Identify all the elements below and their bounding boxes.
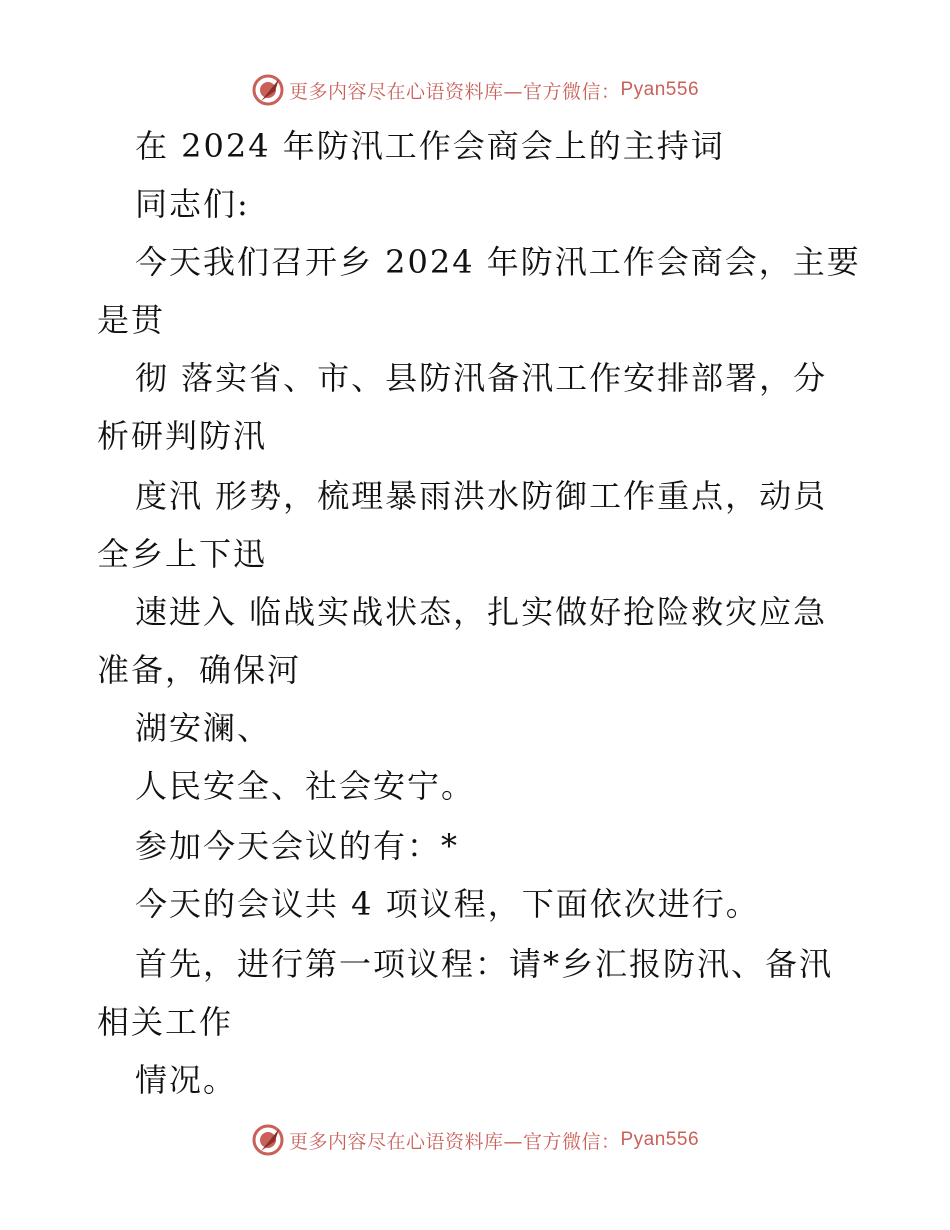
document-title: 在 2024 年防汛工作会商会上的主持词 (135, 127, 725, 165)
watermark-text: 更多内容尽在心语资料库—官方微信： (288, 1130, 621, 1153)
paragraph-line: 全乡上下迅 (97, 535, 268, 573)
paragraph-line: 度汛 形势，梳理暴雨洪水防御工作重点，动员 (135, 477, 828, 515)
paragraph-line: 速进入 临战实战状态，扎实做好抢险救灾应急 (135, 593, 828, 631)
watermark-wechat-id: Pyan556 (620, 79, 700, 100)
paragraph-line: 人民安全、社会安宁。 (135, 767, 476, 805)
paragraph-line: 准备，确保河 (97, 651, 302, 689)
watermark-wechat-id: Pyan556 (620, 1129, 700, 1150)
paragraph-line: 湖安澜、 (135, 709, 272, 747)
paragraph-line: 析研判防汛 (97, 417, 268, 455)
paragraph-line: 今天的会议共 4 项议程，下面依次进行。 (135, 885, 760, 923)
paragraph-line: 情况。 (135, 1061, 238, 1099)
paragraph-line: 彻 落实省、市、县防汛备汛工作安排部署，分 (135, 359, 828, 397)
paragraph-line: 首先，进行第一项议程：请*乡汇报防汛、备汛 (135, 945, 834, 983)
paragraph-line: 是贯 (97, 301, 166, 339)
quill-logo-icon (251, 1123, 285, 1157)
header-watermark (0, 70, 950, 110)
salutation: 同志们: (135, 185, 250, 223)
paragraph-line: 参加今天会议的有：* (135, 827, 460, 865)
paragraph-line: 今天我们召开乡 2024 年防汛工作会商会，主要 (135, 243, 861, 281)
watermark-text: 更多内容尽在心语资料库—官方微信： (288, 80, 621, 103)
paragraph-line: 相关工作 (97, 1003, 234, 1041)
footer-watermark (0, 1120, 950, 1160)
quill-logo-icon (251, 73, 285, 107)
